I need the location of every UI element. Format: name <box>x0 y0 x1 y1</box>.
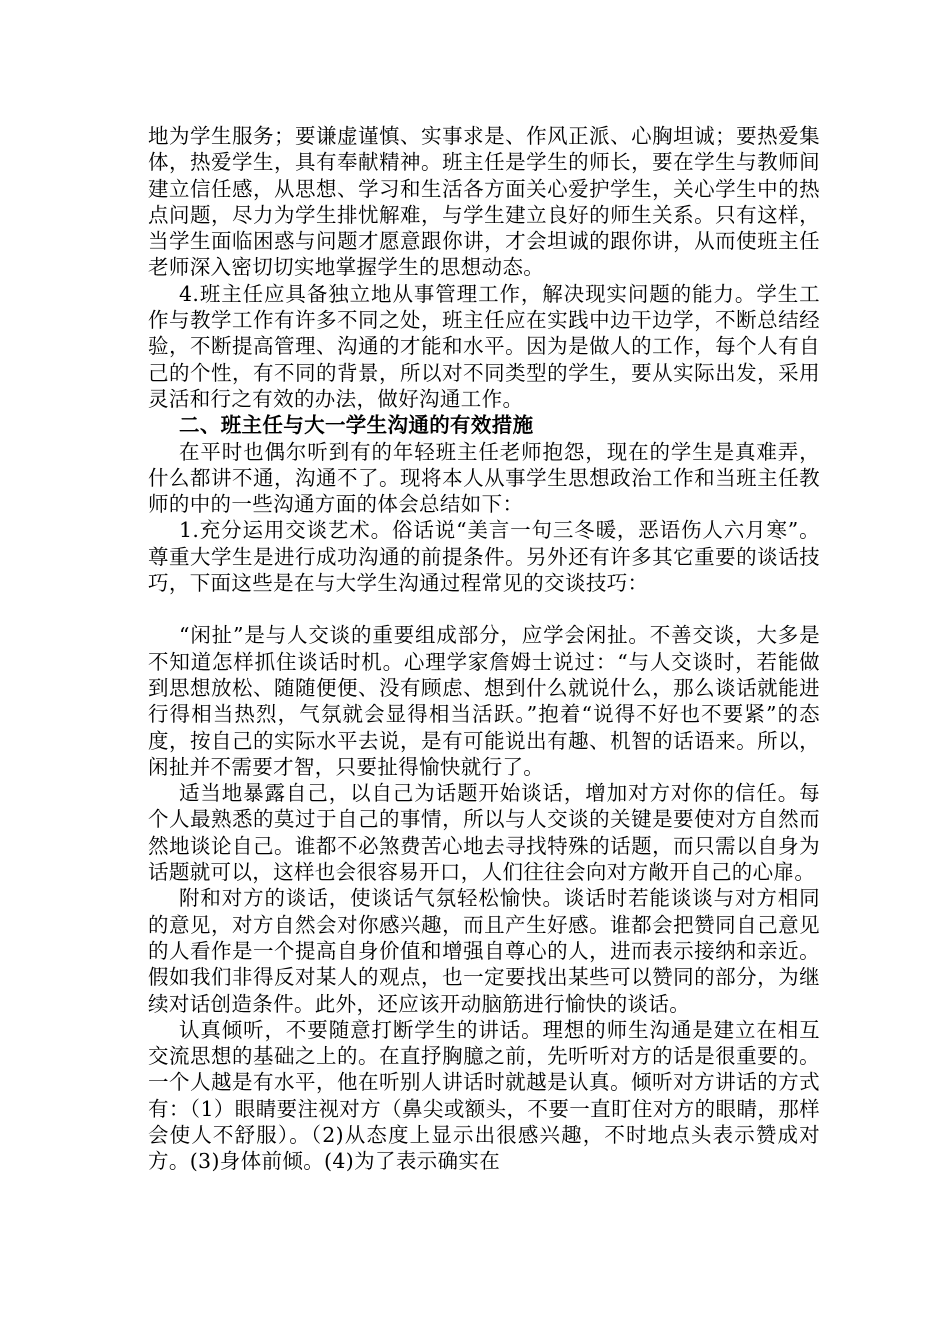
document-body <box>148 123 820 1175</box>
body-paragraph: 在平时也偶尔听到有的年轻班主任老师抱怨，现在的学生是真难弄，什么都讲不通，沟通不了。现将本人从事学生思想政治工作和当班主任教师的中的一些沟通方面的体会总结如下： <box>148 439 820 517</box>
body-paragraph: 附和对方的谈话，使谈话气氛轻松愉快。谈话时若能谈谈与对方相同的意见，对方自然会对你感兴趣，而且产生好感。谁都会把赞同自己意见的人看作是一个提高自身价值和增强自尊心的人，进而表示接纳和亲近。假如我们非得反对某人的观点，也一定要找出某些可以赞同的部分，为继续对话创造条件。此外，还应该开动脑筋进行愉快的谈话。 <box>148 886 820 1016</box>
body-paragraph: 4.班主任应具备独立地从事管理工作，解决现实问题的能力。学生工作与教学工作有许多不同之处，班主任应在实践中边干边学，不断总结经验，不断提高管理、沟通的才能和水平。因为是做人的工作，每个人有自己的个性，有不同的背景，所以对不同类型的学生，要从实际出发，采用灵活和行之有效的办法，做好沟通工作。 <box>148 281 820 411</box>
body-paragraph: 认真倾听，不要随意打断学生的讲话。理想的师生沟通是建立在相互交流思想的基础之上的。在直抒胸臆之前，先听听对方的话是很重要的。一个人越是有水平，他在听别人讲话时就越是认真。倾听对方讲话的方式有：（1）眼睛要注视对方（鼻尖或额头，不要一直盯住对方的眼睛，那样会使人不舒服）。（2)从态度上显示出很感兴趣，不时地点头表示赞成对方。(3)身体前倾。(4)为了表示确实在 <box>148 1017 820 1174</box>
section-heading: 二、班主任与大一学生沟通的有效措施 <box>179 413 534 438</box>
body-paragraph: 适当地暴露自己，以自己为话题开始谈话，增加对方对你的信任。每个人最熟悉的莫过于自己的事情，所以与人交谈的关键是要使对方自然而然地谈论自己。谁都不必煞费苦心地去寻找特殊的话题，而只需以自身为话题就可以，这样也会很容易开口，人们往往会向对方敞开自己的心扉。 <box>148 781 820 885</box>
body-paragraph: 地为学生服务；要谦虚谨慎、实事求是、作风正派、心胸坦诚；要热爱集体，热爱学生，具有奉献精神。班主任是学生的师长，要在学生与教师间建立信任感，从思想、学习和生活各方面关心爱护学生，关心学生中的热点问题，尽力为学生排忧解难，与学生建立良好的师生关系。只有这样，当学生面临困惑与问题才愿意跟你讲，才会坦诚的跟你讲，从而使班主任老师深入密切切实地掌握学生的思想动态。 <box>148 124 820 280</box>
body-paragraph: “闲扯”是与人交谈的重要组成部分，应学会闲扯。不善交谈，大多是不知道怎样抓住谈话时机。心理学家詹姆士说过：“与人交谈时，若能做到思想放松、随随便便、没有顾虑、想到什么就说什么，那么谈话就能进行得相当热烈，气氛就会显得相当活跃。”抱着“说得不好也不要紧”的态度，按自己的实际水平去说，是有可能说出有趣、机智的话语来。所以，闲扯并不需要才智，只要扯得愉快就行了。 <box>148 623 820 779</box>
body-paragraph: 1.充分运用交谈艺术。俗话说“美言一句三冬暖，恶语伤人六月寒”。尊重大学生是进行成功沟通的前提条件。另外还有许多其它重要的谈话技巧，下面这些是在与大学生沟通过程常见的交谈技巧： <box>148 518 820 596</box>
blank-line <box>148 596 820 622</box>
